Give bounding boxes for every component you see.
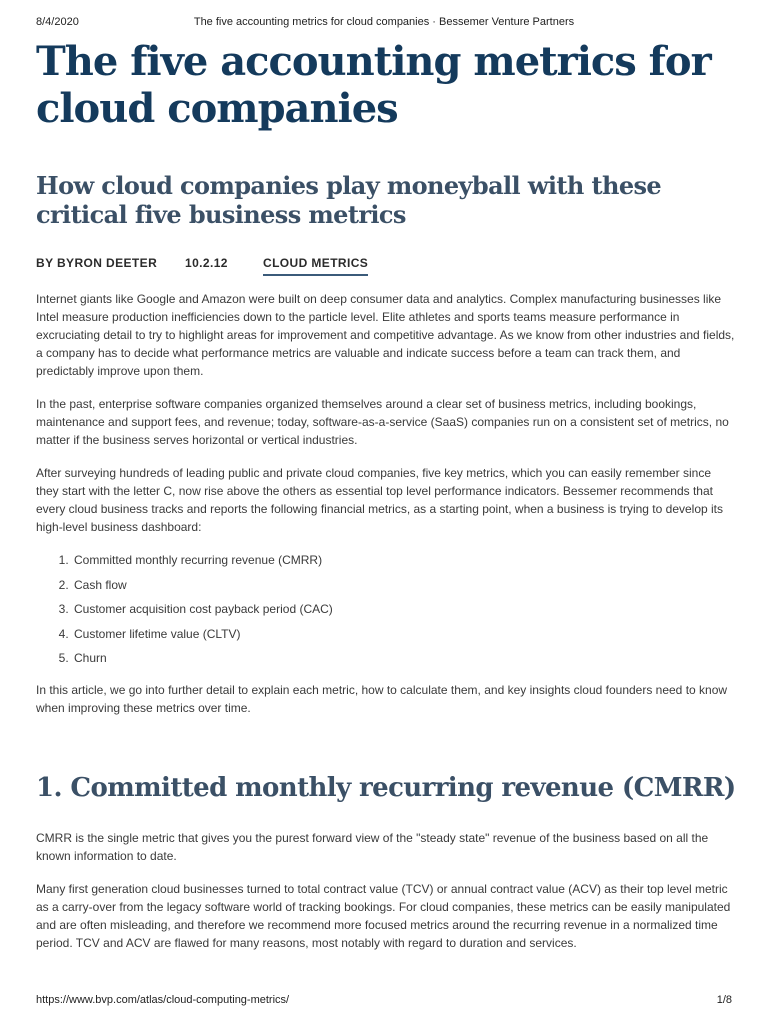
intro-paragraph-3: After surveying hundreds of leading public and private cloud companies, five key metrics, which you can easily remember since they start with the letter C, now rise above the others as essential top level performance indicators. Bessemer recommends that every cloud business tracks and reports the following financial metrics, as a starting point, when a business is trying to develop its high-level business dashboard: [36,466,724,534]
article-title: The five accounting metrics for cloud companies [36,38,711,132]
intro-paragraph-1: Internet giants like Google and Amazon were built on deep consumer data and analytics. Complex manufacturing businesses like Intel measure production inefficiencies down to the particle level. Elite athletes and sports teams measure performance in excruciating detail to try to highlight areas for improvement and competitive advantage. As we know from other industries and fields, a company has to decide what performance metrics are valuable and indicate success before a team can track them, and predictably improve upon them. [36,292,735,378]
print-url[interactable]: https://www.bvp.com/atlas/cloud-computing-metrics/ [36,994,290,1006]
print-header [36,16,732,30]
list-item: 2. Cash flow [72,573,736,598]
byline [36,256,736,280]
list-item: 3. Customer acquisition cost payback period (CAC) [72,597,736,622]
article-subtitle: How cloud companies play moneyball with these critical five business metrics [36,171,662,229]
section-heading-cmrr: 1. Committed monthly recurring revenue (CMRR) [36,772,736,803]
cmrr-paragraph-2: Many first generation cloud businesses turned to total contract value (TCV) or annual contract value (ACV) as their top level metric as a carry-over from the legacy software world of tracking bookings. For cloud companies, these metrics can be easily manipulated and are often misleading, and therefore we recommend more focused metrics around the recurring revenue in a normalized time period. TCV and ACV are flawed for many reasons, most notably with regard to duration and services. [36,881,731,950]
print-footer [36,994,732,1008]
list-item: 5. Churn [72,646,736,671]
byline-author[interactable]: BY BYRON DEETER [36,256,158,270]
article [36,38,736,952]
intro-paragraph-2: In the past, enterprise software companies organized themselves around a clear set of business metrics, including bookings, maintenance and support fees, and revenue; today, software-as-a-service (SaaS) companies run on a consistent set of metrics, no matter if the business serves horizontal or vertical industries. [36,397,729,447]
summary-paragraph: In this article, we go into further detail to explain each metric, how to calculate them, and key insights cloud founders need to know when improving these metrics over time. [36,682,728,715]
metrics-list [36,548,736,671]
page-number: 1/8 [716,994,732,1006]
list-item: 1. Committed monthly recurring revenue (CMRR) [72,548,736,573]
print-doc-title: The five accounting metrics for cloud companies · Bessemer Venture Partners [193,16,575,28]
category-link[interactable]: CLOUD METRICS [263,256,368,276]
list-item: 4. Customer lifetime value (CLTV) [72,622,736,647]
print-date: 8/4/2020 [36,16,79,28]
cmrr-paragraph-1: CMRR is the single metric that gives you the purest forward view of the "steady state" revenue of the business based on all the known information to date. [36,830,709,863]
byline-date: 10.2.12 [185,256,228,270]
